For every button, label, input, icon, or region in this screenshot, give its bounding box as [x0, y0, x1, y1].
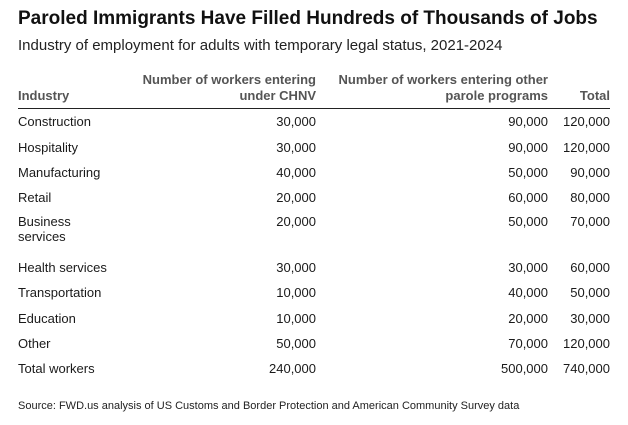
total-cell: 90,000	[570, 164, 610, 180]
other-parole-cell: 30,000	[508, 259, 548, 275]
other-parole-cell: 50,000	[508, 213, 548, 229]
industry-cell: Retail	[18, 190, 52, 206]
chnv-cell: 30,000	[276, 139, 316, 155]
total-cell: 60,000	[570, 259, 610, 275]
chnv-cell: 10,000	[276, 310, 316, 326]
industry-cell: Education	[18, 310, 76, 326]
industry-cell: Total workers	[18, 361, 95, 377]
total-cell: 80,000	[570, 190, 610, 206]
source-note: Source: FWD.us analysis of US Customs and Border Protection and American Community Survey data	[18, 400, 520, 412]
table-row	[18, 160, 610, 185]
industry-cell: Health services	[18, 259, 107, 275]
data-table	[18, 72, 610, 382]
industry-cell: Manufacturing	[18, 164, 101, 180]
other-parole-cell: 60,000	[508, 190, 548, 206]
header-other-parole: Number of workers entering other parole programs	[316, 72, 548, 109]
other-parole-cell: 20,000	[508, 310, 548, 326]
chnv-cell: 20,000	[276, 213, 316, 229]
header-row	[18, 72, 610, 109]
total-cell: 120,000	[563, 139, 610, 155]
table-row	[18, 305, 610, 330]
table-row	[18, 211, 610, 255]
industry-cell: Hospitality	[18, 139, 78, 155]
other-parole-cell: 90,000	[508, 139, 548, 155]
chnv-cell: 30,000	[276, 259, 316, 275]
industry-cell: Business services	[18, 213, 71, 244]
other-parole-cell: 90,000	[508, 114, 548, 130]
total-cell: 30,000	[570, 310, 610, 326]
total-cell: 70,000	[570, 213, 610, 229]
chart-title: Paroled Immigrants Have Filled Hundreds of Thousands of Jobs	[18, 8, 598, 29]
other-parole-cell: 50,000	[508, 164, 548, 180]
chnv-cell: 20,000	[276, 190, 316, 206]
industry-cell: Other	[18, 335, 51, 351]
industry-cell: Construction	[18, 114, 91, 130]
industry-cell: Transportation	[18, 285, 102, 301]
chnv-cell: 40,000	[276, 164, 316, 180]
table-body	[18, 109, 610, 382]
chnv-cell: 50,000	[276, 335, 316, 351]
chnv-cell: 240,000	[269, 361, 316, 377]
header-chnv: Number of workers entering under CHNV	[130, 72, 316, 109]
table-row	[18, 109, 610, 135]
total-cell: 740,000	[563, 361, 610, 377]
table-row	[18, 134, 610, 159]
total-row	[18, 356, 610, 381]
chart-subtitle: Industry of employment for adults with temporary legal status, 2021-2024	[18, 37, 503, 54]
total-cell: 50,000	[570, 285, 610, 301]
header-industry: Industry	[18, 72, 130, 109]
table-row	[18, 331, 610, 356]
total-cell: 120,000	[563, 114, 610, 130]
chnv-cell: 10,000	[276, 285, 316, 301]
other-parole-cell: 500,000	[501, 361, 548, 377]
total-cell: 120,000	[563, 335, 610, 351]
other-parole-cell: 70,000	[508, 335, 548, 351]
table-row	[18, 255, 610, 280]
chnv-cell: 30,000	[276, 114, 316, 130]
table-row	[18, 280, 610, 305]
header-total: Total	[548, 72, 610, 109]
table-row	[18, 185, 610, 210]
other-parole-cell: 40,000	[508, 285, 548, 301]
